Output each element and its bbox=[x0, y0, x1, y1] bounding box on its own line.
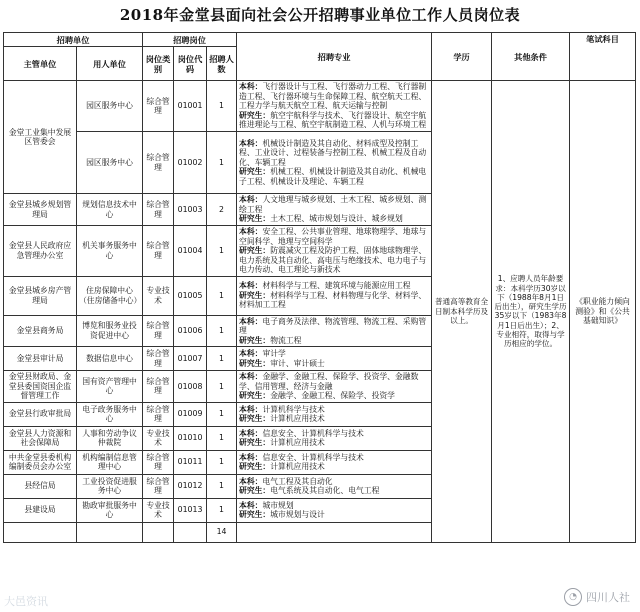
header-other-conditions: 其他条件 bbox=[492, 33, 570, 81]
major-cell bbox=[237, 450, 432, 474]
major-line bbox=[239, 214, 429, 224]
chat-bubble-icon: ◔ bbox=[564, 588, 582, 606]
major-line bbox=[239, 510, 429, 520]
post-code-cell: 01006 bbox=[174, 315, 207, 347]
major-list: 材料科学与工程、建筑环境与能源应用工程 bbox=[262, 281, 411, 291]
total-blank-cell bbox=[237, 522, 432, 542]
employer-cell: 博览和服务业投资促进中心 bbox=[77, 315, 143, 347]
major-line bbox=[239, 291, 429, 310]
major-cell bbox=[237, 371, 432, 403]
major-cell bbox=[237, 426, 432, 450]
authority-cell: 金堂县城乡房产管理局 bbox=[4, 276, 77, 315]
major-line bbox=[239, 281, 429, 291]
major-list: 信息安全、计算机科学与技术 bbox=[262, 428, 364, 438]
watermark-right-text: 四川人社 bbox=[586, 591, 630, 604]
major-line bbox=[239, 227, 429, 246]
headcount-cell: 1 bbox=[207, 426, 237, 450]
authority-cell: 县经信局 bbox=[4, 474, 77, 498]
post-type-cell: 综合管理 bbox=[143, 226, 174, 277]
major-degree-label: 研究生： bbox=[239, 391, 271, 400]
authority-cell: 金堂工业集中发展区管委会 bbox=[4, 81, 77, 194]
major-list: 人文地理与城乡规划、土木工程、城乡规划、测绘工程 bbox=[239, 195, 427, 214]
major-degree-label: 本科： bbox=[239, 349, 263, 358]
major-line bbox=[239, 246, 429, 275]
authority-cell: 金堂县行政审批局 bbox=[4, 402, 77, 426]
post-type-cell: 专业技术 bbox=[143, 426, 174, 450]
major-list: 电气系统及其自动化、电气工程 bbox=[270, 486, 380, 495]
headcount-cell: 1 bbox=[207, 276, 237, 315]
major-cell bbox=[237, 81, 432, 132]
table-body bbox=[4, 81, 636, 543]
authority-cell: 金堂县财政局、金堂县委国资国企监督管理工作 bbox=[4, 371, 77, 403]
headcount-cell: 1 bbox=[207, 315, 237, 347]
major-list: 防震减灾工程及防护工程、固体地球物理学、电力系统及其自动化、高电压与绝缘技术、电力电子与电力传动、电工理论与新技术 bbox=[239, 246, 427, 274]
major-list: 机械工程、机械设计制造及其自动化、机械电子工程、机械设计及理论、车辆工程 bbox=[239, 167, 427, 186]
major-cell bbox=[237, 226, 432, 277]
total-blank-cell bbox=[143, 522, 174, 542]
employer-cell: 数据信息中心 bbox=[77, 347, 143, 371]
major-line bbox=[239, 111, 429, 130]
header-exam: 笔试科目 bbox=[570, 33, 636, 81]
major-list: 电子商务及法律、物流管理、物流工程、采购管理 bbox=[239, 316, 427, 335]
major-list: 审计、审计硕士 bbox=[270, 358, 325, 368]
total-blank-cell bbox=[77, 522, 143, 542]
major-list: 计算机应用技术 bbox=[270, 414, 325, 423]
major-line bbox=[239, 453, 429, 463]
headcount-cell: 1 bbox=[207, 226, 237, 277]
header-post-type: 岗位类别 bbox=[143, 47, 174, 81]
header-post-code: 岗位代码 bbox=[174, 47, 207, 81]
major-line bbox=[239, 139, 429, 168]
major-degree-label: 本科： bbox=[239, 452, 263, 462]
major-line bbox=[239, 349, 429, 359]
employer-cell: 规划信息技术中心 bbox=[77, 194, 143, 226]
major-list: 材料科学与工程、材料物理与化学、材料学、材料加工工程 bbox=[239, 290, 427, 310]
major-cell bbox=[237, 474, 432, 498]
post-type-cell: 综合管理 bbox=[143, 132, 174, 194]
major-degree-label: 研究生： bbox=[239, 438, 271, 447]
post-code-cell: 01002 bbox=[174, 132, 207, 194]
major-degree-label: 本科： bbox=[239, 138, 263, 148]
major-cell bbox=[237, 347, 432, 371]
major-degree-label: 本科： bbox=[239, 404, 263, 414]
exam-text: 《职业能力倾向测验》和《公共基础知识》 bbox=[575, 297, 630, 325]
header-authority: 主管单位 bbox=[4, 47, 77, 81]
major-line bbox=[239, 414, 429, 424]
header-recruit-post: 招聘岗位 bbox=[143, 33, 237, 47]
major-degree-label: 本科： bbox=[239, 372, 263, 381]
major-degree-label: 本科： bbox=[239, 500, 263, 510]
post-code-cell: 01011 bbox=[174, 450, 207, 474]
major-list: 城市规划 bbox=[262, 500, 294, 510]
major-degree-label: 研究生： bbox=[239, 358, 271, 368]
exam-cell bbox=[570, 81, 636, 543]
employer-cell: 园区服务中心 bbox=[77, 132, 143, 194]
conditions-cell bbox=[492, 81, 570, 543]
major-line bbox=[239, 195, 429, 214]
major-list: 安全工程、公共事业管理、地球物理学、地球与空间科学、地理与空间科学 bbox=[239, 227, 427, 246]
major-line bbox=[239, 462, 429, 472]
recruitment-table bbox=[3, 32, 636, 543]
major-list: 城市规划与设计 bbox=[270, 510, 325, 519]
major-cell bbox=[237, 132, 432, 194]
major-line bbox=[239, 429, 429, 439]
major-degree-label: 本科： bbox=[239, 195, 263, 205]
major-line bbox=[239, 405, 429, 415]
post-code-cell: 01001 bbox=[174, 81, 207, 132]
major-list: 金融学、金融工程、保险学、投资学、金融数学、信用管理、经济与金融 bbox=[239, 372, 419, 391]
major-line bbox=[239, 501, 429, 511]
conditions-text: 1、应聘人员年龄要求：本科学历30岁以下（1988年8月1日后出生），研究生学历35岁以下（1983年8月1日后出生）；2、专业相符，取得与学历相应的学位。 bbox=[494, 274, 567, 348]
major-list: 信息安全、计算机科学与技术 bbox=[262, 452, 364, 462]
post-type-cell: 综合管理 bbox=[143, 371, 174, 403]
major-degree-label: 研究生： bbox=[239, 290, 271, 300]
watermark-left: 大邑资讯 bbox=[4, 595, 48, 608]
major-degree-label: 研究生： bbox=[239, 486, 271, 495]
total-blank-cell bbox=[4, 522, 77, 542]
headcount-cell: 1 bbox=[207, 371, 237, 403]
post-code-cell: 01010 bbox=[174, 426, 207, 450]
header-headcount: 招聘人数 bbox=[207, 47, 237, 81]
education-text: 普通高等教育全日制本科学历及以上。 bbox=[434, 297, 489, 325]
major-line bbox=[239, 359, 429, 369]
major-degree-label: 研究生： bbox=[239, 246, 271, 255]
authority-cell: 金堂县审计局 bbox=[4, 347, 77, 371]
major-list: 机械设计制造及其自动化、材料成型及控制工程、工业设计、过程装备与控制工程、机械工程及自动化、车辆工程 bbox=[239, 138, 427, 167]
major-line bbox=[239, 372, 429, 391]
headcount-cell: 1 bbox=[207, 81, 237, 132]
authority-cell: 中共金堂县委机构编制委员会办公室 bbox=[4, 450, 77, 474]
headcount-cell: 1 bbox=[207, 402, 237, 426]
post-type-cell: 综合管理 bbox=[143, 315, 174, 347]
education-cell bbox=[432, 81, 492, 543]
post-code-cell: 01013 bbox=[174, 498, 207, 522]
post-type-cell: 综合管理 bbox=[143, 194, 174, 226]
major-line bbox=[239, 336, 429, 346]
post-type-cell: 专业技术 bbox=[143, 276, 174, 315]
employer-cell: 机关事务服务中心 bbox=[77, 226, 143, 277]
major-cell bbox=[237, 194, 432, 226]
post-code-cell: 01012 bbox=[174, 474, 207, 498]
major-degree-label: 研究生： bbox=[239, 462, 271, 471]
major-degree-label: 本科： bbox=[239, 82, 263, 92]
headcount-cell: 1 bbox=[207, 498, 237, 522]
major-degree-label: 研究生： bbox=[239, 110, 271, 120]
post-code-cell: 01003 bbox=[174, 194, 207, 226]
post-code-cell: 01008 bbox=[174, 371, 207, 403]
authority-cell: 金堂县城乡规划管理局 bbox=[4, 194, 77, 226]
major-cell bbox=[237, 498, 432, 522]
major-line bbox=[239, 486, 429, 496]
employer-cell: 勘政审批服务中心 bbox=[77, 498, 143, 522]
total-blank-cell bbox=[174, 522, 207, 542]
employer-cell: 国有资产管理中心 bbox=[77, 371, 143, 403]
headcount-cell: 1 bbox=[207, 132, 237, 194]
major-degree-label: 本科： bbox=[239, 428, 263, 438]
major-line bbox=[239, 477, 429, 487]
employer-cell: 工业投资促进服务中心 bbox=[77, 474, 143, 498]
major-list: 计算机科学与技术 bbox=[262, 404, 325, 414]
post-code-cell: 01009 bbox=[174, 402, 207, 426]
major-line bbox=[239, 82, 429, 111]
watermark-right bbox=[564, 588, 630, 606]
major-line bbox=[239, 438, 429, 448]
employer-cell: 人事和劳动争议仲裁院 bbox=[77, 426, 143, 450]
authority-cell: 金堂县人民政府应急管理办公室 bbox=[4, 226, 77, 277]
headcount-cell: 1 bbox=[207, 450, 237, 474]
employer-cell: 园区服务中心 bbox=[77, 81, 143, 132]
major-cell bbox=[237, 315, 432, 347]
header-employer: 用人单位 bbox=[77, 47, 143, 81]
major-list: 审计学 bbox=[262, 349, 286, 358]
headcount-cell: 1 bbox=[207, 347, 237, 371]
major-degree-label: 研究生： bbox=[239, 414, 271, 423]
major-degree-label: 研究生： bbox=[239, 214, 271, 224]
post-type-cell: 综合管理 bbox=[143, 347, 174, 371]
authority-cell: 金堂县人力资源和社会保障局 bbox=[4, 426, 77, 450]
major-degree-label: 研究生： bbox=[239, 167, 271, 177]
major-degree-label: 研究生： bbox=[239, 510, 271, 519]
post-type-cell: 综合管理 bbox=[143, 402, 174, 426]
post-code-cell: 01007 bbox=[174, 347, 207, 371]
major-degree-label: 本科： bbox=[239, 281, 263, 291]
page-title: 2018年金堂县面向社会公开招聘事业单位工作人员岗位表 bbox=[119, 6, 521, 24]
major-list: 金融学、金融工程、保险学、投资学 bbox=[270, 391, 395, 400]
post-code-cell: 01005 bbox=[174, 276, 207, 315]
major-degree-label: 本科： bbox=[239, 476, 263, 486]
major-list: 计算机应用技术 bbox=[270, 438, 325, 447]
employer-cell: 住房保障中心（住房储备中心） bbox=[77, 276, 143, 315]
major-cell bbox=[237, 402, 432, 426]
total-count-cell: 14 bbox=[207, 522, 237, 542]
major-degree-label: 本科： bbox=[239, 227, 263, 236]
major-list: 计算机应用技术 bbox=[270, 462, 325, 471]
authority-cell: 县建设局 bbox=[4, 498, 77, 522]
major-list: 飞行器设计与工程、飞行器动力工程、飞行器制造工程、飞行器环境与生命保障工程、航空航天工程、工程力学与航天航空工程、航天运输与控制 bbox=[239, 82, 427, 111]
major-list: 航空宇航科学与技术、飞行器设计、航空宇航推进理论与工程、航空宇航制造工程、人机与环境工程 bbox=[239, 110, 427, 130]
header-education: 学历 bbox=[432, 33, 492, 81]
headcount-cell: 1 bbox=[207, 474, 237, 498]
major-list: 物流工程 bbox=[270, 335, 302, 345]
major-list: 土木工程、城市规划与设计、城乡规划 bbox=[270, 214, 403, 224]
major-line bbox=[239, 391, 429, 401]
post-type-cell: 综合管理 bbox=[143, 474, 174, 498]
post-type-cell: 综合管理 bbox=[143, 81, 174, 132]
major-degree-label: 本科： bbox=[239, 316, 263, 326]
employer-cell: 电子政务服务中心 bbox=[77, 402, 143, 426]
post-type-cell: 专业技术 bbox=[143, 498, 174, 522]
major-list: 电气工程及其自动化 bbox=[262, 476, 333, 486]
major-degree-label: 研究生： bbox=[239, 335, 271, 345]
headcount-cell: 2 bbox=[207, 194, 237, 226]
post-code-cell: 01004 bbox=[174, 226, 207, 277]
header-major: 招聘专业 bbox=[237, 33, 432, 81]
table-row bbox=[4, 81, 636, 132]
employer-cell: 机构编制信息管理中心 bbox=[77, 450, 143, 474]
authority-cell: 金堂县商务局 bbox=[4, 315, 77, 347]
major-line bbox=[239, 167, 429, 186]
post-type-cell: 综合管理 bbox=[143, 450, 174, 474]
major-line bbox=[239, 317, 429, 336]
header-recruit-unit: 招聘单位 bbox=[4, 33, 143, 47]
major-cell bbox=[237, 276, 432, 315]
